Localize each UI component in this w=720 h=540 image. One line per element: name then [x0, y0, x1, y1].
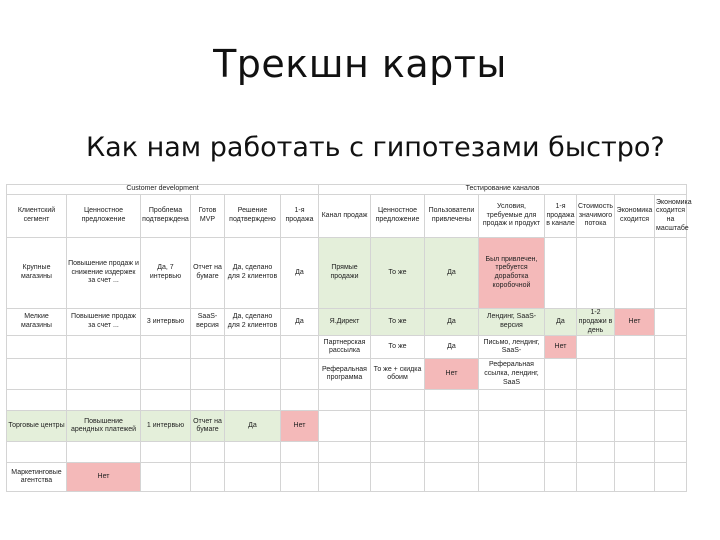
- table-cell: [655, 309, 687, 336]
- table-cell: Да, сделано для 2 клиентов: [225, 309, 281, 336]
- column-header: Ценностное предложение: [371, 195, 425, 238]
- table-cell: [371, 390, 425, 411]
- table-cell: [655, 336, 687, 359]
- table-cell: [67, 442, 141, 463]
- slide-title: Трекшн карты: [213, 42, 507, 86]
- table-cell: То же: [371, 336, 425, 359]
- table-cell: [319, 411, 371, 442]
- table-cell: Нет: [281, 411, 319, 442]
- table-cell: Повышение продаж за счет ...: [67, 309, 141, 336]
- table-cell: Отчет на бумаге: [191, 238, 225, 309]
- column-header: Канал продаж: [319, 195, 371, 238]
- table-cell: [67, 390, 141, 411]
- table-cell: [371, 442, 425, 463]
- table-cell: [191, 336, 225, 359]
- table-row: [7, 442, 687, 463]
- table-cell: [479, 442, 545, 463]
- table-cell: [319, 463, 371, 492]
- table-cell: Да, сделано для 2 клиентов: [225, 238, 281, 309]
- table-cell: [67, 359, 141, 390]
- table-cell: [425, 390, 479, 411]
- table-cell: Повышение арендных платежей: [67, 411, 141, 442]
- table-cell: Нет: [67, 463, 141, 492]
- table-cell: [479, 390, 545, 411]
- table-cell: [655, 238, 687, 309]
- table-cell: [7, 390, 67, 411]
- table-cell: [141, 336, 191, 359]
- table-cell: Партнерская рассылка: [319, 336, 371, 359]
- table-cell: [319, 390, 371, 411]
- column-header: Ценностное предложение: [67, 195, 141, 238]
- table-cell: [615, 336, 655, 359]
- table-cell: Нет: [425, 359, 479, 390]
- table-cell: [7, 442, 67, 463]
- table-row: [7, 411, 687, 442]
- table-cell: [371, 463, 425, 492]
- column-header: Условия, требуемые для продаж и продукт: [479, 195, 545, 238]
- table-cell: [655, 411, 687, 442]
- column-header: Стоимость значимого потока: [577, 195, 615, 238]
- table-cell: [615, 442, 655, 463]
- table-cell: [425, 463, 479, 492]
- table-cell: [141, 442, 191, 463]
- table-cell: [545, 411, 577, 442]
- table-cell: То же: [371, 309, 425, 336]
- table-cell: [141, 463, 191, 492]
- table-cell: [7, 336, 67, 359]
- table-cell: [479, 411, 545, 442]
- column-header: Решение подтверждено: [225, 195, 281, 238]
- column-header: Проблема подтверждена: [141, 195, 191, 238]
- table-row: [7, 336, 687, 359]
- traction-map-table: [6, 184, 692, 485]
- column-header: 1-я продажа: [281, 195, 319, 238]
- column-header: Пользователи привлечены: [425, 195, 479, 238]
- table-cell: [67, 336, 141, 359]
- table-cell: 1-2 продажи в день: [577, 309, 615, 336]
- table-cell: Был привлечен, требуется доработка коробочной: [479, 238, 545, 309]
- table-cell: [615, 411, 655, 442]
- table-cell: Да: [425, 336, 479, 359]
- table-cell: [191, 359, 225, 390]
- table-cell: 1 интервью: [141, 411, 191, 442]
- table-cell: [615, 463, 655, 492]
- table-cell: [281, 390, 319, 411]
- table-cell: То же + скидка обоим: [371, 359, 425, 390]
- group-header-customer-development: Customer development: [7, 185, 319, 195]
- table-cell: Да: [281, 309, 319, 336]
- table-cell: [577, 359, 615, 390]
- table-cell: [141, 390, 191, 411]
- table-cell: [615, 390, 655, 411]
- slide-subtitle: Как нам работать с гипотезами быстро?: [86, 132, 665, 163]
- table-cell: [545, 238, 577, 309]
- table-cell: [545, 359, 577, 390]
- table-cell: Реферальная ссылка, лендинг, SaaS: [479, 359, 545, 390]
- table-cell: Да: [425, 309, 479, 336]
- table-cell: 3 интервью: [141, 309, 191, 336]
- table-cell: Да: [425, 238, 479, 309]
- table-cell: [281, 442, 319, 463]
- table-cell: [615, 359, 655, 390]
- table-cell: [225, 442, 281, 463]
- table-row: [7, 359, 687, 390]
- table-cell: [655, 359, 687, 390]
- table-cell: Письмо, лендинг, SaaS-: [479, 336, 545, 359]
- column-header: 1-я продажа в канале: [545, 195, 577, 238]
- table-cell: [7, 359, 67, 390]
- table-cell: Крупные магазины: [7, 238, 67, 309]
- group-header-channel-testing: Тестирование каналов: [319, 185, 687, 195]
- table-cell: [545, 390, 577, 411]
- table-cell: Торговые центры: [7, 411, 67, 442]
- table-cell: [577, 238, 615, 309]
- table-cell: [479, 463, 545, 492]
- table-row: [7, 463, 687, 492]
- table-cell: Нет: [615, 309, 655, 336]
- table-cell: [425, 411, 479, 442]
- table-cell: [225, 463, 281, 492]
- column-header: Экономика сходится на масштабе: [655, 195, 687, 238]
- column-header: Готов MVP: [191, 195, 225, 238]
- table-cell: [577, 442, 615, 463]
- table-cell: [319, 442, 371, 463]
- table-cell: Отчет на бумаге: [191, 411, 225, 442]
- table-cell: [655, 442, 687, 463]
- table-cell: [371, 411, 425, 442]
- table-cell: [577, 390, 615, 411]
- table-cell: Мелкие магазины: [7, 309, 67, 336]
- table-cell: То же: [371, 238, 425, 309]
- table-cell: Я.Директ: [319, 309, 371, 336]
- table-cell: Прямые продажи: [319, 238, 371, 309]
- table-cell: [191, 463, 225, 492]
- table-cell: SaaS-версия: [191, 309, 225, 336]
- table-cell: Да, 7 интервью: [141, 238, 191, 309]
- table-row: [7, 238, 687, 309]
- table-cell: Маркетинговые агентства: [7, 463, 67, 492]
- table-cell: [545, 442, 577, 463]
- table-cell: [225, 359, 281, 390]
- table-cell: Реферальная программа: [319, 359, 371, 390]
- table-cell: [281, 359, 319, 390]
- table-cell: [425, 442, 479, 463]
- table-cell: [141, 359, 191, 390]
- table-cell: Да: [281, 238, 319, 309]
- table-cell: [191, 442, 225, 463]
- table-cell: [225, 390, 281, 411]
- table-cell: Повышение продаж и снижение издержек за счет ...: [67, 238, 141, 309]
- table-row: [7, 390, 687, 411]
- table-cell: [577, 463, 615, 492]
- table-cell: Да: [545, 309, 577, 336]
- table-cell: Нет: [545, 336, 577, 359]
- table-cell: [545, 463, 577, 492]
- table-cell: [577, 411, 615, 442]
- column-header: Экономика сходится: [615, 195, 655, 238]
- table-cell: Да: [225, 411, 281, 442]
- table-cell: [655, 463, 687, 492]
- table-cell: [615, 238, 655, 309]
- table-cell: [655, 390, 687, 411]
- table-cell: [281, 336, 319, 359]
- table-cell: [191, 390, 225, 411]
- table-cell: [225, 336, 281, 359]
- table-cell: [577, 336, 615, 359]
- table-cell: Лендинг, SaaS-версия: [479, 309, 545, 336]
- table-cell: [281, 463, 319, 492]
- table-row: [7, 309, 687, 336]
- column-header: Клиентский сегмент: [7, 195, 67, 238]
